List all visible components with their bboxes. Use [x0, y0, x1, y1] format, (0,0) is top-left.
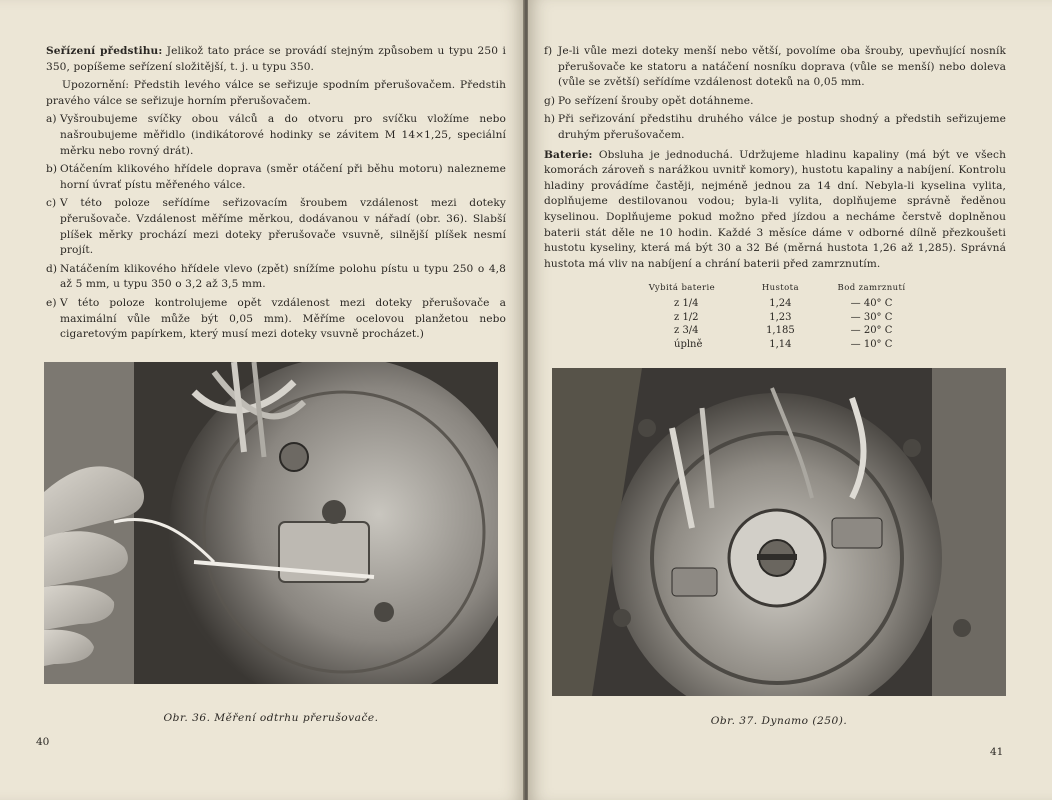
list-item-label: g) [544, 94, 556, 107]
list-item-label: e) [46, 296, 57, 309]
table-cell: z 3/4 [674, 325, 699, 337]
table-cell: úplně [674, 338, 703, 350]
table-cell: z 1/4 [674, 298, 699, 310]
table-cell: 1,23 [769, 311, 792, 323]
list-item [46, 262, 506, 293]
right-text-column [544, 44, 1006, 275]
list-item-text: Otáčením klikového hřídele doprava (směr otáčení při běhu motoru) nalezneme horní úvrať pístu měřeného válce. [60, 163, 506, 191]
figure-37-illustration [552, 368, 1006, 696]
table-row [618, 297, 928, 310]
figure-36-caption: Obr. 36. Měření odtrhu přerušovače. [163, 712, 379, 724]
table-cell: — 40° C [850, 298, 893, 310]
right-page [528, 0, 1052, 800]
list-item-text: Po seřízení šrouby opět dotáhneme. [558, 94, 754, 107]
advance-note: Upozornění: Předstih levého válce se seřizuje spodním přerušovačem. Předstih pravého válce se seřizuje horním přerušovačem. [46, 79, 506, 107]
list-item-text: Při seřizování předstihu druhého válce je postup shodný a předstih seřizujeme druhým přerušovačem. [558, 113, 1006, 141]
list-item-label: a) [46, 113, 57, 126]
battery-text: Obsluha je jednoduchá. Udržujeme hladinu kapaliny (má být ve všech komorách zároveň s narážkou uvnitř komory), hustotu kapaliny a nabíjení. Kontrolu hladiny provádíme častěji, nejméně jednou za 14 dní. Nebyla-li kyselina vylita, doplňujeme destilovanou vodou; byla-li vylita, doplňujeme správně ředěnou kyselinou. Doplňujeme pokud možno před jízdou a necháme čerstvě doplněnou baterii stát děle ne 10 hodin. Každé 3 měsíce dáme v odborné dílně přezkoušeti hustotu kyseliny, která má být 30 a 32 Bé (měrná hustota 1,26 až 1,285). Správná hustota má vliv na nabíjení a chrání baterii před zamrznutím. [544, 148, 1006, 270]
battery-paragraph [544, 148, 1006, 273]
battery-density-table [618, 282, 928, 351]
table-header-cell: Vybitá baterie [648, 283, 716, 293]
list-item-label: h) [544, 113, 556, 126]
table-cell: — 20° C [850, 325, 893, 337]
list-item-label: f) [544, 45, 553, 57]
list-item-text: Natáčením klikového hřídele vlevo (zpět) snížíme polohu pístu u typu 250 o 4,8 až 5 mm, u typu 350 o 3,2 až 3,5 mm. [60, 262, 506, 291]
list-item-text: Vyšroubujeme svíčky obou válců a do otvoru pro svíčku vložíme nebo našroubujeme měřidlo (indikátorové hodinky se závitem M 14×1,25, speciální měrku nebo rovný drát). [60, 113, 506, 157]
left-page [0, 0, 524, 800]
table-header-cell: Bod zamrznutí [837, 283, 906, 293]
table-row [618, 324, 928, 337]
figure-36-illustration [44, 362, 498, 684]
table-row [618, 338, 928, 351]
left-steps-list [46, 112, 506, 342]
table-cell: — 30° C [850, 311, 893, 323]
list-item-label: d) [46, 262, 58, 275]
list-item-text: Je-li vůle mezi doteky menší nebo větší, povolíme oba šrouby, upevňující nosník přerušovače ke statoru a natáčení nosníku doprava (vůle se menší) nebo doleva (vůle se zvětší) seřídíme vzdálenost doteků na 0,05 mm. [558, 45, 1006, 89]
list-item [544, 94, 1006, 110]
table-header-row [618, 282, 928, 297]
page-number-left: 40 [36, 736, 50, 748]
list-item [46, 112, 506, 159]
list-item-label: b) [46, 163, 58, 176]
battery-heading: Baterie: [544, 148, 593, 161]
page-number-right: 41 [990, 746, 1004, 758]
left-text-column [46, 44, 506, 346]
table-cell: z 1/2 [674, 311, 699, 323]
figure-36-photo [44, 362, 498, 684]
list-item [46, 296, 506, 343]
list-item [544, 44, 1006, 91]
right-steps-list [544, 44, 1006, 144]
table-cell: — 10° C [850, 338, 893, 350]
table-row [618, 311, 928, 324]
list-item [544, 112, 1006, 143]
figure-37-caption: Obr. 37. Dynamo (250). [710, 715, 848, 727]
table-cell: 1,24 [769, 298, 792, 310]
list-item [46, 196, 506, 258]
list-item [46, 162, 506, 193]
advance-setting-intro: Jelikož tato práce se provádí stejným způsobem u typu 250 i 350, popíšeme seřízení složitější, t. j. u typu 350. [46, 45, 506, 73]
table-cell: 1,14 [769, 338, 792, 350]
table-header-cell: Hustota [761, 283, 799, 293]
list-item-text: V této poloze seřídíme seřizovacím šroubem vzdálenost mezi doteky přerušovače. Vzdálenost měříme měrkou, dodávanou v nářadí (obr. 36). Slabší plíšek měrky prochází mezi doteky přerušovače vsuvně, silnější plíšek nesmí projít. [60, 197, 506, 257]
table-cell: 1,185 [766, 325, 795, 337]
advance-setting-heading: Seřízení předstihu: [46, 45, 163, 57]
list-item-label: c) [46, 197, 57, 210]
advance-setting-paragraph [46, 44, 506, 75]
list-item-text: V této poloze kontrolujeme opět vzdálenost mezi doteky přerušovače a maximální vůle může být 0,05 mm). Měříme ocelovou planžetou nebo cigaretovým papírkem, který musí mezi doteky vsuvně procházet.) [60, 296, 506, 341]
table-body [618, 297, 928, 351]
figure-37-photo [552, 368, 1006, 696]
